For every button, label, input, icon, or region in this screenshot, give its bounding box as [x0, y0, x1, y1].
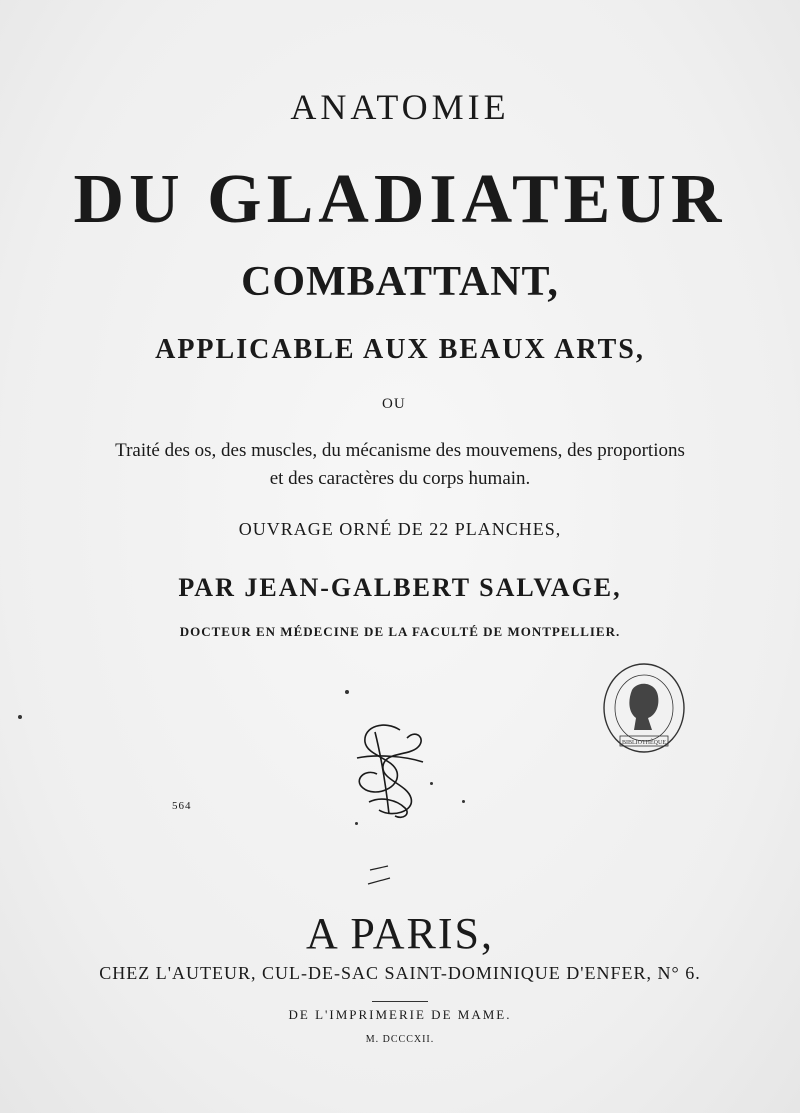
divider-rule [372, 1001, 428, 1002]
shelf-number: 564 [172, 800, 192, 812]
library-stamp [598, 660, 690, 760]
author-name: PAR JEAN-GALBERT SALVAGE, [178, 573, 622, 602]
publication-year: M. DCCCXII. [365, 1034, 435, 1045]
stamp-label: BIBLIOTHÈQUE [622, 740, 666, 746]
ink-speck [345, 690, 349, 694]
ink-speck [18, 715, 22, 719]
publisher-address: CHEZ L'AUTEUR, CUL-DE-SAC SAINT-DOMINIQUE D'ENFER, N° 6. [99, 963, 701, 983]
ink-speck [462, 800, 465, 803]
title-line-gladiateur: DU GLADIATEUR [73, 161, 727, 238]
place-of-publication: A PARIS, [305, 909, 495, 958]
subtitle-ou: OU [382, 396, 406, 412]
description-line-1: Traité des os, des muscles, du mécanisme des mouvemens, des proportions [115, 440, 685, 461]
title-line-combattant: COMBATTANT, [241, 259, 559, 305]
plates-note: OUVRAGE ORNÉ DE 22 PLANCHES, [238, 519, 562, 539]
ink-stroke [366, 864, 394, 892]
subtitle-beaux-arts: APPLICABLE AUX BEAUX ARTS, [155, 334, 645, 365]
ink-speck [355, 822, 358, 825]
ink-speck [430, 782, 433, 785]
author-title: DOCTEUR EN MÉDECINE DE LA FACULTÉ DE MONTPELLIER. [179, 624, 621, 639]
monogram-ornament [345, 718, 435, 823]
title-line-anatomie: ANATOMIE [290, 87, 510, 127]
printer-line: DE L'IMPRIMERIE DE MAME. [288, 1007, 512, 1022]
description-line-2: et des caractères du corps humain. [269, 468, 531, 489]
